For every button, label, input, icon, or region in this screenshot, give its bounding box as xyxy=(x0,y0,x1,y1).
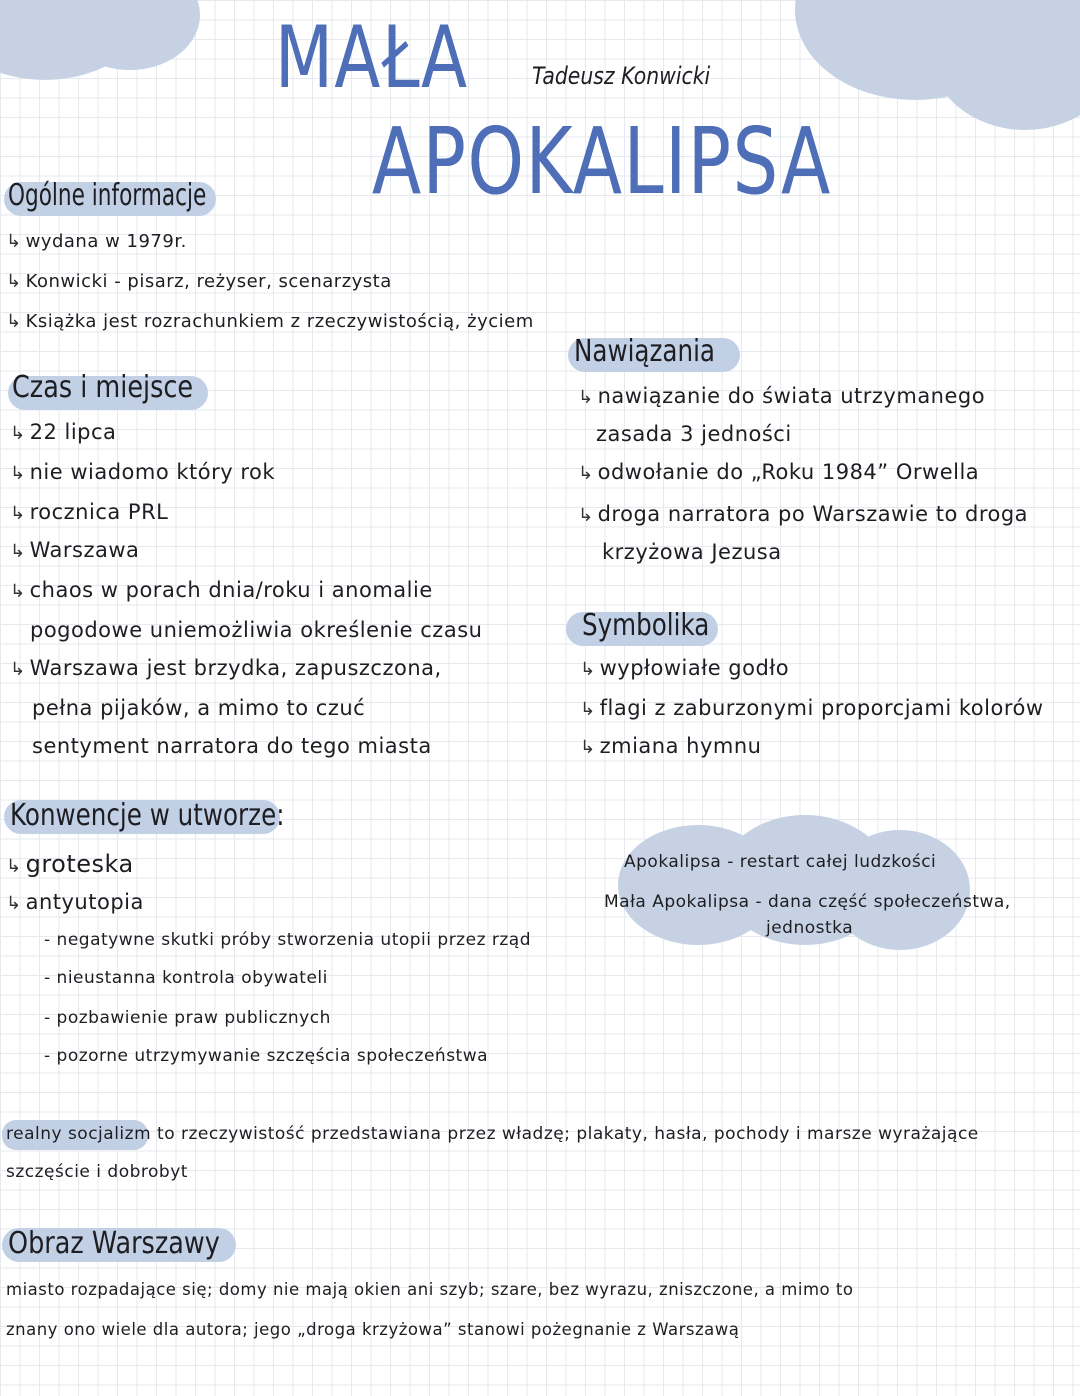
list-item xyxy=(578,502,1028,526)
heading-nawiazania: Nawiązania xyxy=(574,334,716,369)
arrow-icon: ↳ xyxy=(580,737,596,758)
heading-konwencje: Konwencje w utworze: xyxy=(10,798,285,833)
arrow-icon: ↳ xyxy=(10,463,26,484)
subitem: - pozbawienie praw publicznych xyxy=(44,1008,331,1028)
realny-socjalizm-line-1 xyxy=(6,1124,979,1144)
heading-symbolika: Symbolika xyxy=(582,608,710,643)
list-item-continuation: pogodowe uniemożliwia określenie czasu xyxy=(30,618,483,642)
item-text: zmiana hymnu xyxy=(599,734,762,758)
title-line-1: MAŁA xyxy=(275,8,469,108)
heading-ogolne-informacje: Ogólne informacje xyxy=(8,178,207,213)
item-text: nie wiadomo który rok xyxy=(29,460,276,484)
list-item xyxy=(6,850,134,878)
definition-text: to rzeczywistość przedstawiana przez władzę; plakaty, hasła, pochody i marsze wyrażające xyxy=(157,1124,979,1144)
list-item xyxy=(6,890,144,914)
item-text: wydana w 1979r. xyxy=(25,231,187,252)
arrow-icon: ↳ xyxy=(10,581,26,602)
arrow-icon: ↳ xyxy=(580,699,596,720)
note-apokalipsa: Apokalipsa - restart całej ludzkości xyxy=(624,852,937,872)
list-item xyxy=(6,308,534,332)
subitem: - negatywne skutki próby stworzenia utopii przez rząd xyxy=(44,930,532,950)
title-line-2: APOKALIPSA xyxy=(372,108,832,215)
list-item xyxy=(580,696,1044,720)
author-name: Tadeusz Konwicki xyxy=(532,62,711,90)
list-item xyxy=(580,734,761,758)
heading-czas-i-miejsce: Czas i miejsce xyxy=(12,370,194,405)
item-text: Konwicki - pisarz, reżyser, scenarzysta xyxy=(25,271,392,292)
item-text: 22 lipca xyxy=(29,420,117,444)
list-item-continuation: sentyment narratora do tego miasta xyxy=(32,734,432,758)
item-text: rocznica PRL xyxy=(29,500,169,524)
list-item xyxy=(10,538,139,562)
list-item xyxy=(578,384,985,408)
subitem: - nieustanna kontrola obywateli xyxy=(44,968,328,988)
item-text: odwołanie do „Roku 1984” Orwella xyxy=(597,460,980,484)
arrow-icon: ↳ xyxy=(10,423,26,444)
item-text: groteska xyxy=(25,850,134,878)
list-item-continuation: krzyżowa Jezusa xyxy=(602,540,782,564)
term-realny-socjalizm: realny socjalizm xyxy=(6,1124,152,1144)
arrow-icon: ↳ xyxy=(10,659,26,680)
arrow-icon: ↳ xyxy=(6,271,22,292)
arrow-icon: ↳ xyxy=(6,856,22,877)
item-text: nawiązanie do świata utrzymanego xyxy=(597,384,986,408)
note-mala-apokalipsa: Mała Apokalipsa - dana część społeczeństwa, xyxy=(604,892,1011,912)
list-item xyxy=(10,578,433,602)
arrow-icon: ↳ xyxy=(6,231,22,252)
item-text: wypłowiałe godło xyxy=(599,656,790,680)
arrow-icon: ↳ xyxy=(578,505,594,526)
item-text: droga narratora po Warszawie to droga xyxy=(597,502,1029,526)
realny-socjalizm-line-2: szczęście i dobrobyt xyxy=(6,1162,188,1182)
item-text: Książka jest rozrachunkiem z rzeczywistością, życiem xyxy=(25,311,534,332)
obraz-line-1: miasto rozpadające się; domy nie mają okien ani szyb; szare, bez wyrazu, zniszczone, a mimo to xyxy=(6,1280,854,1299)
list-item xyxy=(580,656,789,680)
arrow-icon: ↳ xyxy=(6,311,22,332)
arrow-icon: ↳ xyxy=(10,541,26,562)
list-item xyxy=(6,268,392,292)
list-item xyxy=(10,500,168,524)
subitem: - pozorne utrzymywanie szczęścia społeczeństwa xyxy=(44,1046,489,1066)
cloud-decoration-top-right-2 xyxy=(930,0,1080,130)
item-text: antyutopia xyxy=(25,890,144,914)
list-item xyxy=(6,228,187,252)
item-text: chaos w porach dnia/roku i anomalie xyxy=(29,578,433,602)
arrow-icon: ↳ xyxy=(580,659,596,680)
list-item xyxy=(10,460,275,484)
arrow-icon: ↳ xyxy=(6,893,22,914)
obraz-line-2: znany ono wiele dla autora; jego „droga krzyżowa” stanowi pożegnanie z Warszawą xyxy=(6,1320,740,1339)
note-jednostka: jednostka xyxy=(766,918,854,938)
list-item xyxy=(10,656,442,680)
arrow-icon: ↳ xyxy=(10,503,26,524)
list-item xyxy=(10,420,116,444)
item-text: Warszawa xyxy=(29,538,140,562)
arrow-icon: ↳ xyxy=(578,463,594,484)
item-text: flagi z zaburzonymi proporcjami kolorów xyxy=(599,696,1044,720)
list-item xyxy=(578,460,979,484)
item-text: Warszawa jest brzydka, zapuszczona, xyxy=(29,656,442,680)
list-item-continuation: pełna pijaków, a mimo to czuć xyxy=(32,696,366,720)
arrow-icon: ↳ xyxy=(578,387,594,408)
list-item-continuation: zasada 3 jedności xyxy=(596,422,792,446)
heading-obraz-warszawy: Obraz Warszawy xyxy=(8,1226,220,1261)
